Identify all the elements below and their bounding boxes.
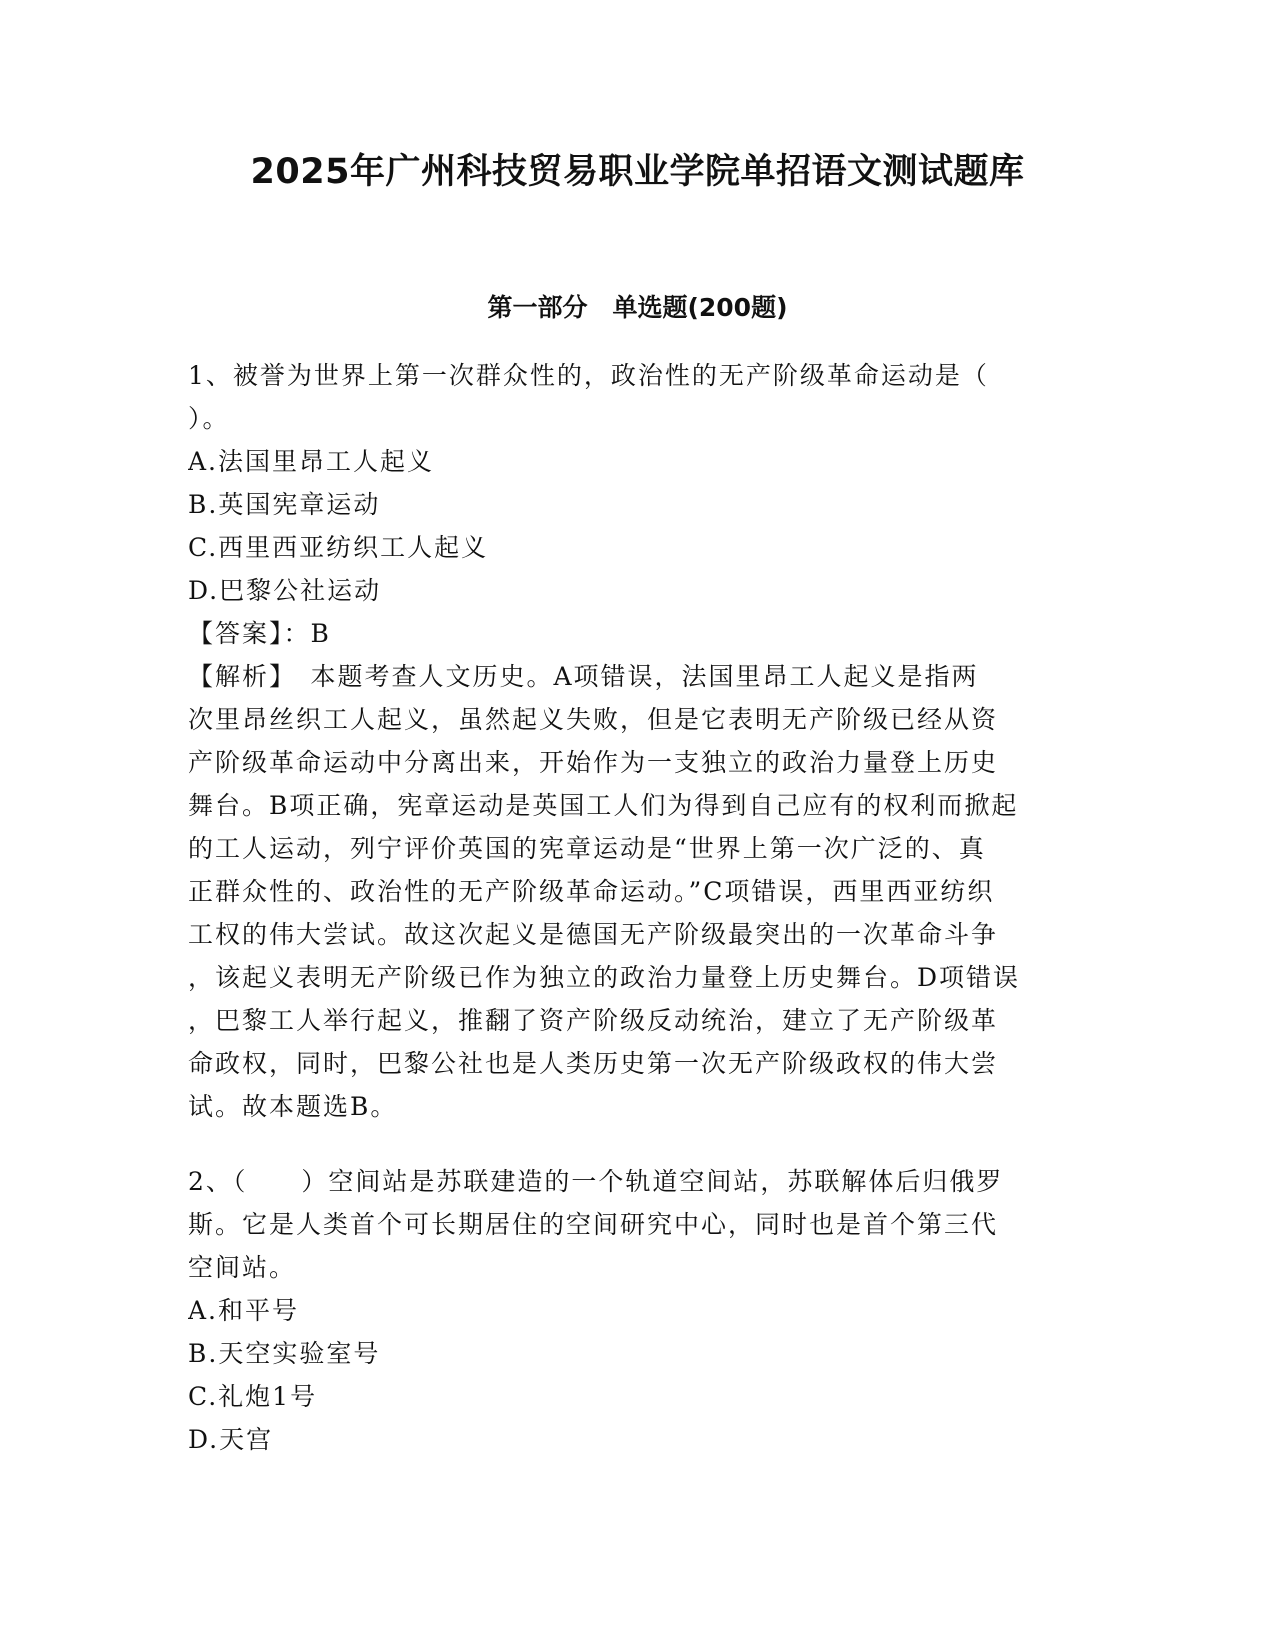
document-title: 2025年广州科技贸易职业学院单招语文测试题库	[250, 152, 1025, 192]
option-c: C.西里西亚纺织工人起义	[188, 533, 489, 562]
option-d: D.天宫	[188, 1425, 274, 1454]
option-b: B.英国宪章运动	[188, 490, 381, 519]
question-stem-line: 斯。它是人类首个可长期居住的空间研究中心，同时也是首个第三代	[188, 1210, 999, 1239]
analysis-line: 舞台。B项正确，宪章运动是英国工人们为得到自己应有的权利而掀起	[188, 791, 1019, 820]
question-stem-line: 2、（ ）空间站是苏联建造的一个轨道空间站，苏联解体后归俄罗	[188, 1167, 1004, 1196]
section-title: 第一部分 单选题(200题)	[487, 293, 788, 322]
answer-line: 【答案】：B	[188, 619, 331, 648]
option-a: A.法国里昂工人起义	[188, 447, 435, 476]
question-stem-line: ）。	[188, 404, 230, 433]
analysis-line: ，该起义表明无产阶级已作为独立的政治力量登上历史舞台。D项错误	[188, 963, 1021, 992]
question-2	[188, 1160, 1088, 1461]
option-c: C.礼炮1号	[188, 1382, 318, 1411]
analysis-line: ，巴黎工人举行起义，推翻了资产阶级反动统治，建立了无产阶级革	[188, 1006, 999, 1035]
analysis-line: 命政权，同时，巴黎公社也是人类历史第一次无产阶级政权的伟大尝	[188, 1049, 999, 1078]
question-stem-line: 1、被誉为世界上第一次群众性的，政治性的无产阶级革命运动是（	[188, 361, 989, 390]
option-b: B.天空实验室号	[188, 1339, 381, 1368]
question-stem-line: 空间站。	[188, 1253, 297, 1282]
analysis-line: 次里昂丝织工人起义，虽然起义失败，但是它表明无产阶级已经从资	[188, 705, 999, 734]
analysis-line: 【解析】 本题考查人文历史。A项错误，法国里昂工人起义是指两	[188, 662, 979, 691]
option-d: D.巴黎公社运动	[188, 576, 382, 605]
analysis-line: 工权的伟大尝试。故这次起义是德国无产阶级最突出的一次革命斗争	[188, 920, 999, 949]
option-a: A.和平号	[188, 1296, 300, 1325]
analysis-line: 试。故本题选B。	[188, 1092, 398, 1121]
analysis-line: 产阶级革命运动中分离出来，开始作为一支独立的政治力量登上历史	[188, 748, 999, 777]
analysis-line: 正群众性的、政治性的无产阶级革命运动。”C项错误，西里西亚纺织	[188, 877, 995, 906]
question-1	[188, 354, 1088, 1128]
analysis-line: 的工人运动，列宁评价英国的宪章运动是“世界上第一次广泛的、真	[188, 834, 986, 863]
